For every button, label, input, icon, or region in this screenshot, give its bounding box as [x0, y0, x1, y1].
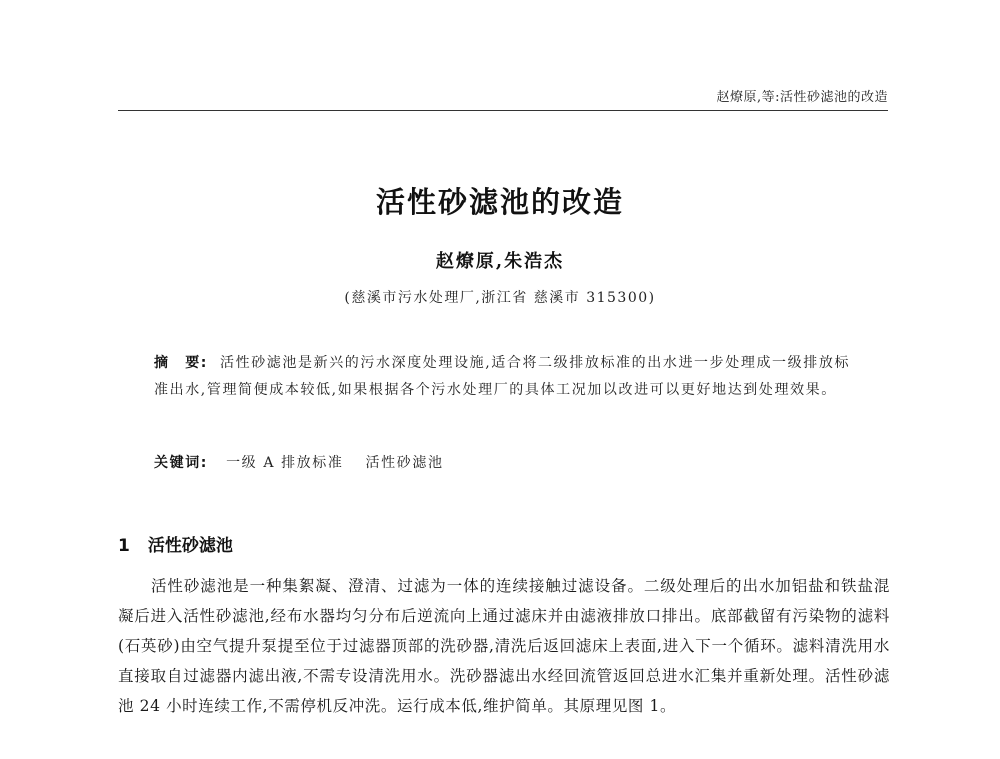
keyword: 一级 A 排放标准 — [226, 455, 344, 471]
keywords-block — [154, 452, 854, 472]
section-heading — [118, 531, 233, 556]
article-affiliation: (慈溪市污水处理厂,浙江省 慈溪市 315300) — [344, 290, 656, 306]
abstract-label: 摘 要: — [154, 355, 208, 371]
section-number: 1 — [118, 536, 130, 556]
section-title: 活性砂滤池 — [147, 536, 233, 556]
abstract-text: 活性砂滤池是新兴的污水深度处理设施,适合将二级排放标准的出水进一步处理成一级排放标准出水,管理简便成本较低,如果根据各个污水处理厂的具体工况加以改进可以更好地达到处理效果。 — [154, 355, 851, 398]
keywords-label: 关键词: — [154, 455, 208, 471]
body-paragraph: 活性砂滤池是一种集絮凝、澄清、过滤为一体的连续接触过滤设备。二级处理后的出水加铝盐和铁盐混凝后进入活性砂滤池,经布水器均匀分布后逆流向上通过滤床并由滤液排放口排出。底部截留有污染物的滤料(石英砂)由空气提升泵提至位于过滤器顶部的洗砂器,清洗后返回滤床上表面,进入下一个循环。滤料清洗用水直接取自过滤器内滤出液,不需专设清洗用水。洗砂器滤出水经回流管返回总进水汇集并重新处理。活性砂滤池 24 小时连续工作,不需停机反冲洗。运行成本低,维护简单。其原理见图 1。 — [118, 577, 890, 715]
abstract-block — [154, 350, 854, 404]
article-authors: 赵燎原,朱浩杰 — [435, 251, 565, 272]
keyword: 活性砂滤池 — [365, 455, 444, 471]
article-title: 活性砂滤池的改造 — [375, 185, 624, 219]
running-head: 赵燎原,等:活性砂滤池的改造 — [716, 90, 888, 105]
header-rule — [118, 110, 888, 111]
